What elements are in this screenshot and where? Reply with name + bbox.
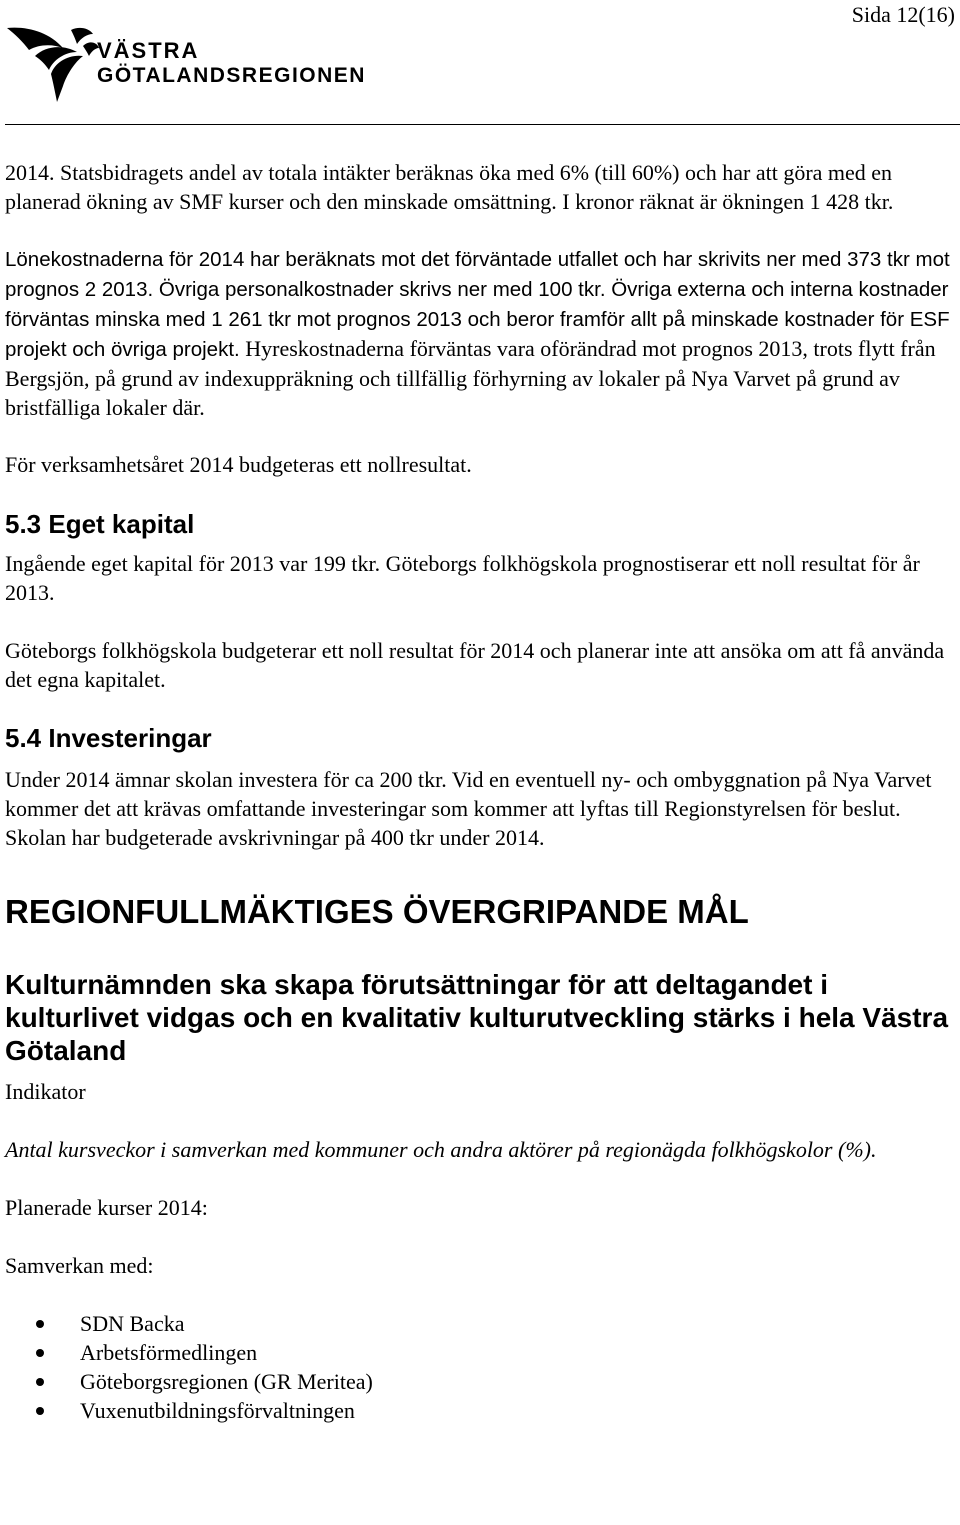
planned-courses-label: Planerade kurser 2014: [5,1195,208,1220]
cooperation-label: Samverkan med: [5,1253,154,1278]
paragraph-costs-part-a: Lönekostnaderna för 2014 har beräknats mot det förväntade utfallet och har skrivits ner med 373 tkr mot prognos 2 2013. Övriga personalkostnader skrivs ner med 100 tkr. Övriga externa och interna kostnader förväntas minska med 1 261 tkr mot prognos 2013 och beror framför allt på minskade kostnader för ESF projekt och övriga projekt. [5,248,950,361]
list-item: Arbetsförmedlingen [5,1338,955,1367]
logo-emblem-icon [7,28,99,102]
paragraph-costs-part-b: Hyreskostnaderna förväntas vara oförändrad mot prognos 2013, trots flytt från Bergsjön, på grund av indexuppräkning och tillfällig förhyrning av lokaler på Nya Varvet på grund av bristfälliga lokaler där. [5,336,936,420]
page-content [5,158,955,1425]
paragraph-zero-result: För verksamhetsåret 2014 budgeteras ett nollresultat. [5,452,472,477]
list-item: Göteborgsregionen (GR Meritea) [5,1367,955,1396]
cooperation-list [5,1309,955,1425]
paragraph-equity-1: Ingående eget kapital för 2013 var 199 tkr. Göteborgs folkhögskola prognostiserar ett noll resultat för år 2013. [5,551,920,605]
page-number: Sida 12(16) [851,2,955,27]
heading-regional-goals: REGIONFULLMÄKTIGES ÖVERGRIPANDE MÅL [5,893,749,930]
list-item: Vuxenutbildningsförvaltningen [5,1396,955,1425]
paragraph-costs [5,244,955,422]
indicator-text: Antal kursveckor i samverkan med kommuner och andra aktörer på regionägda folkhögskolor (%). [5,1137,877,1162]
paragraph-state-grant: 2014. Statsbidragets andel av totala intäkter beräknas öka med 6% (till 60%) och har att göra med en planerad ökning av SMF kurser och den minskade omsättning. I kronor räknat är ökningen 1 428 tkr. [5,160,894,214]
indicator-label: Indikator [5,1079,86,1104]
list-item: SDN Backa [5,1309,955,1338]
paragraph-investments: Under 2014 ämnar skolan investera för ca 200 tkr. Vid en eventuell ny- och ombyggnation på Nya Varvet kommer det att krävas omfattande investeringar som kommer att lyftas till Regionstyrelsen för beslut. Skolan har budgeterade avskrivningar på 400 tkr under 2014. [5,767,932,850]
heading-culture-goal: Kulturnämnden ska skapa förutsättningar för att deltagandet i kulturlivet vidgas och en kvalitativ kulturutveckling stärks i hela Västra Götaland [5,969,949,1066]
paragraph-equity-2: Göteborgs folkhögskola budgeterar ett noll resultat för 2014 och planerar inte att ansöka om att få använda det egna kapitalet. [5,638,945,692]
logo-line-1: VÄSTRA [97,38,200,63]
heading-5-3: 5.3 Eget kapital [5,509,195,539]
vastra-gotalandsregionen-logo [5,22,385,104]
header-divider [5,124,960,125]
heading-5-4: 5.4 Investeringar [5,723,212,753]
logo-line-2: GÖTALANDSREGIONEN [97,64,366,87]
